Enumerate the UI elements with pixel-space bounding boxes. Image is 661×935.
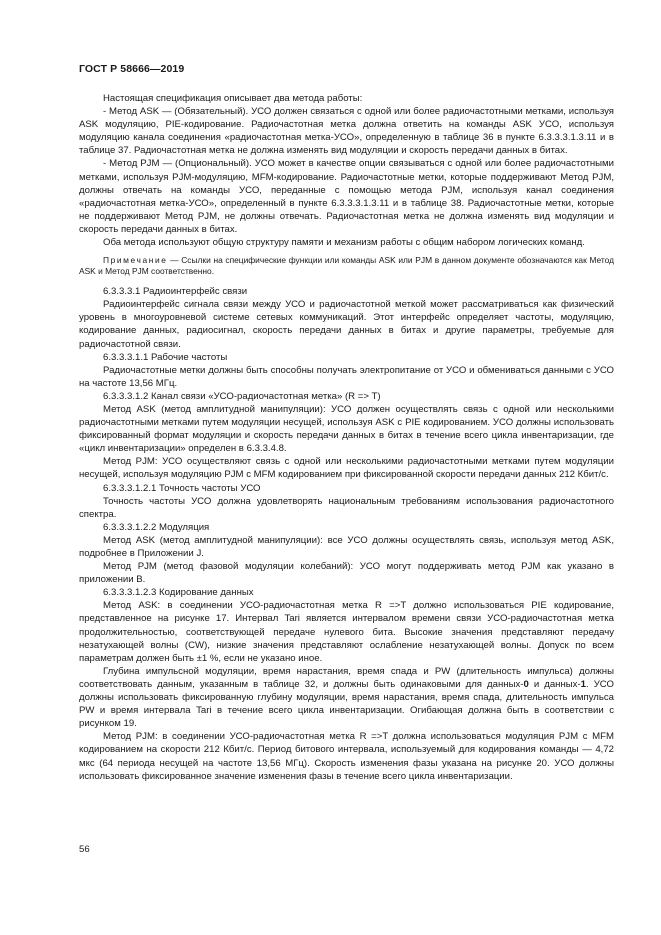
text-segment: Глубина импульсной модуляции, время нарастания, время спада и PW (длительность импульса) должны соответствовать данным, указанным в таблице 32, и должны быть одинаковыми для данных-	[79, 665, 614, 690]
paragraph-channel-ask: Метод ASK (метод амплитудной манипуляции): УСО должен осуществлять связь с одной или несколькими радиочастотными метками путем модуляции несущей, используя ASK с PIE кодированием. УСО должны использовать фиксированный формат модуляции и скорость передачи данных в битах в течение всего цикла инвентаризации, где «цикл инвентаризации» определен в 6.3.3.4.8.	[79, 403, 614, 455]
page-number: 56	[79, 844, 90, 855]
section-heading-modulation: 6.3.3.3.1.2.2 Модуляция	[103, 521, 210, 533]
paragraph-coding-ask: Метод ASK: в соединении УСО-радиочастотная метка R =>T должно использоваться PIE кодирование, представленное на рисунке 17. Интервал Tari является интервалом времени связи УСО-радиочастотная метка продолжительностью, соответствующей передаче нулевого бита. Высокие значения представляют передачу незатухающей волны (CW), низкие значения представляют ослабление незатухающей волны. Допуск по всем параметрам должен быть ±1 %, если не указано иное.	[79, 600, 614, 664]
paragraph-coding-pjm: Метод PJM: в соединении УСО-радиочастотная метка R =>T должна использоваться модуляция PJM с MFM кодированием на скорости 212 Кбит/с. Период битового интервала, используемый для кодирования команды — 4,72 мкс (64 периода несущей на частоте 13,56 МГц). Скорость изменения фазы указана на рисунке 20. УСО должны использовать фиксированное значение изменения фазы в течение всего цикла инвентаризации.	[79, 731, 614, 782]
standard-header: ГОСТ Р 58666—2019	[79, 63, 185, 75]
document-body	[79, 92, 614, 783]
section-heading-channel: 6.3.3.3.1.2 Канал связи «УСО-радиочастотная метка» (R => T)	[103, 390, 381, 402]
section-heading-radio-interface: 6.3.3.3.1 Радиоинтерфейс связи	[103, 286, 248, 298]
bold-one: 1	[580, 678, 586, 690]
section-heading-frequency-accuracy: 6.3.3.3.1.2.1 Точность частоты УСО	[103, 482, 261, 494]
paragraph-modulation-depth	[79, 665, 614, 730]
paragraph-channel-pjm: Метод PJM: УСО осуществляют связь с одной или несколькими радиочастотными метками путем модуляции несущей, используя модуляцию PJM с MFM кодированием при фиксированной скорости передачи данных 212 Кбит/с.	[79, 456, 614, 481]
section-heading-data-coding: 6.3.3.3.1.2.3 Кодирование данных	[103, 587, 254, 599]
paragraph-modulation-pjm: Метод PJM (метод фазовой модуляции колебаний): УСО могут поддерживать метод PJM как указано в приложении B.	[79, 561, 614, 586]
paragraph-modulation-ask: Метод ASK (метод амплитудной манипуляции): все УСО должны осуществлять связь, используя метод ASK, подробнее в Приложении J.	[79, 534, 614, 559]
paragraph-pjm-method: - Метод PJM — (Опциональный). УСО может в качестве опции связываться с одной или более радиочастотными метками, используя PJM-модуляцию, MFM-кодирование. Радиочастотные метки, которые поддерживают Метод PJM, должны отвечать на команды УСО, переданные с помощью метода PJM, используя канал соединения «радиочастотная метка-УСО», определенный в пункте 6.3.3.3.1.3.11 и в таблице 38. Радиочастотные метки, которые не поддерживают Метод PJM, не должны отвечать. Радиочастотная метка не должна изменять вид модуляции и скорость передачи данных в битах.	[79, 158, 614, 235]
note-text: — Ссылки на специфические функции или команды ASK или PJM в данном документе обозначаются как Метод ASK и Метод PJM соответственно.	[79, 255, 614, 277]
paragraph-operating-frequencies: Радиочастотные метки должны быть способны получать электропитание от УСО и обмениваться данными с УСО на частоте 13,56 МГц.	[79, 364, 614, 389]
paragraph-ask-method: - Метод ASK — (Обязательный). УСО должен связаться с одной или более радиочастотными метками, используя ASK модуляцию, PIE-кодирование. Радиочастотная метка должна ответить на команды ASK УСО, используя модуляцию канала соединения «радиочастотная метка-УСО», определенную в таблице 36 в пункте 6.3.3.3.1.3.11 и в таблице 37. Радиочастотная метка не должна изменять вид модуляции и скорость передачи данных в битах.	[79, 106, 614, 157]
text-segment: и данных-	[528, 678, 581, 690]
note	[79, 255, 614, 277]
section-heading-operating-frequencies: 6.3.3.3.1.1 Рабочие частоты	[103, 351, 228, 363]
bold-zero: 0	[523, 678, 529, 690]
note-label: Примечание	[103, 255, 168, 266]
text-segment: . УСО должны использовать фиксированную глубину модуляции, время нарастания, время спада, длительность импульса PW и время интервала Tari в течение всего цикла инвентаризации. Огибающая должна быть в соответствии с рисунком 19.	[79, 678, 614, 730]
paragraph-frequency-accuracy: Точность частоты УСО должна удовлетворять национальным требованиям использования радиочастотного спектра.	[79, 495, 614, 520]
paragraph-common-structure: Оба метода используют общую структуру памяти и механизм работы с общим набором логических команд.	[103, 237, 585, 249]
paragraph-radio-interface: Радиоинтерфейс сигнала связи между УСО и радиочастотной меткой может рассматриваться как физический уровень в многоуровневой системе сетевых коммуникаций. Этот интерфейс определяет частоты, модуляцию, кодирование данных, радиосигнал, скорость передачи данных в битах и другие параметры, требуемые для радиочастотной связи.	[79, 299, 614, 350]
paragraph-intro: Настоящая спецификация описывает два метода работы:	[103, 93, 363, 104]
